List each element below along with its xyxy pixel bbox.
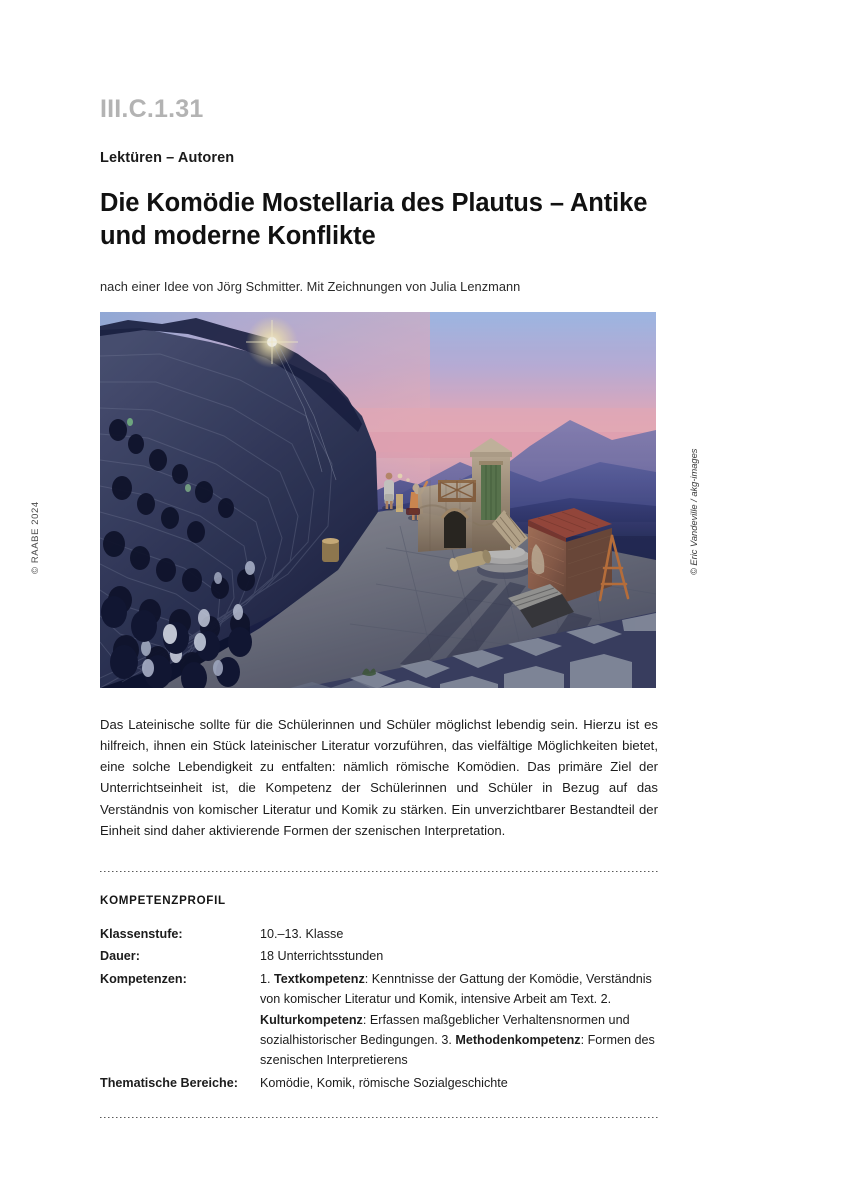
table-row bbox=[100, 924, 658, 946]
document-code: III.C.1.31 bbox=[100, 95, 204, 123]
row-value: Komödie, Komik, römische Sozialgeschichte bbox=[260, 1075, 508, 1090]
divider-top bbox=[100, 871, 658, 872]
margin-copyright: © RAABE 2024 bbox=[30, 501, 41, 574]
row-value: 18 Unterrichtsstunden bbox=[260, 949, 384, 964]
table-row bbox=[100, 969, 658, 1073]
kompetenzprofil-body bbox=[100, 924, 658, 1095]
series-label: Lektüren – Autoren bbox=[100, 149, 235, 166]
row-label: Klassenstufe: bbox=[100, 927, 183, 941]
byline: nach einer Idee von Jörg Schmitter. Mit Zeichnungen von Julia Lenzmann bbox=[100, 278, 521, 294]
intro-paragraph: Das Lateinische sollte für die Schülerinnen und Schüler möglichst lebendig sein. Hierzu ist es hilfreich, ihnen ein Stück lateinischer Literatur vorzuführen, das vielfältige Möglichkeiten bietet, eine solche Lebendigkeit zu entfalten: nämlich römische Komödien. Das primäre Ziel der Unterrichtseinheit ist, die Kompetenz der Schülerinnen und Schüler in Bezug auf das Verständnis von komischer Literatur und Komik zu stärken. Ein unverzichtbarer Bestandteil der Einheit sind daher aktivierende Formen der szenischen Interpretation. bbox=[100, 716, 658, 838]
row-value: 1. Textkompetenz: Kenntnisse der Gattung der Komödie, Verständnis von komischer Literatur und Komik, intensive Arbeit am Text. 2. Kulturkompetenz: Erfassen maßgeblicher Verhaltensnormen und sozialhistorischer Bedingungen. 3. Methodenkompetenz: Formen des szenischen Interpretierens bbox=[260, 971, 655, 1068]
divider-bottom bbox=[100, 1117, 658, 1118]
table-row bbox=[100, 946, 658, 968]
page-title: Die Komödie Mostellaria des Plautus – Antike und moderne Konflikte bbox=[100, 188, 648, 250]
theatre-illustration bbox=[100, 312, 656, 688]
row-value: 10.–13. Klasse bbox=[260, 927, 344, 941]
row-label: Kompetenzen: bbox=[100, 971, 187, 986]
row-label: Dauer: bbox=[100, 949, 140, 964]
photo-credit bbox=[666, 312, 699, 688]
content-column bbox=[100, 0, 699, 1118]
figure bbox=[100, 312, 699, 688]
kompetenzprofil-table bbox=[100, 924, 658, 1095]
theatre-photo bbox=[100, 312, 656, 688]
kompetenzprofil-heading: KOMPETENZPROFIL bbox=[100, 894, 226, 907]
photo-credit-text: © Eric Vandeville / akg-images bbox=[689, 448, 699, 575]
row-label: Thematische Bereiche: bbox=[100, 1075, 238, 1090]
table-row bbox=[100, 1073, 658, 1095]
